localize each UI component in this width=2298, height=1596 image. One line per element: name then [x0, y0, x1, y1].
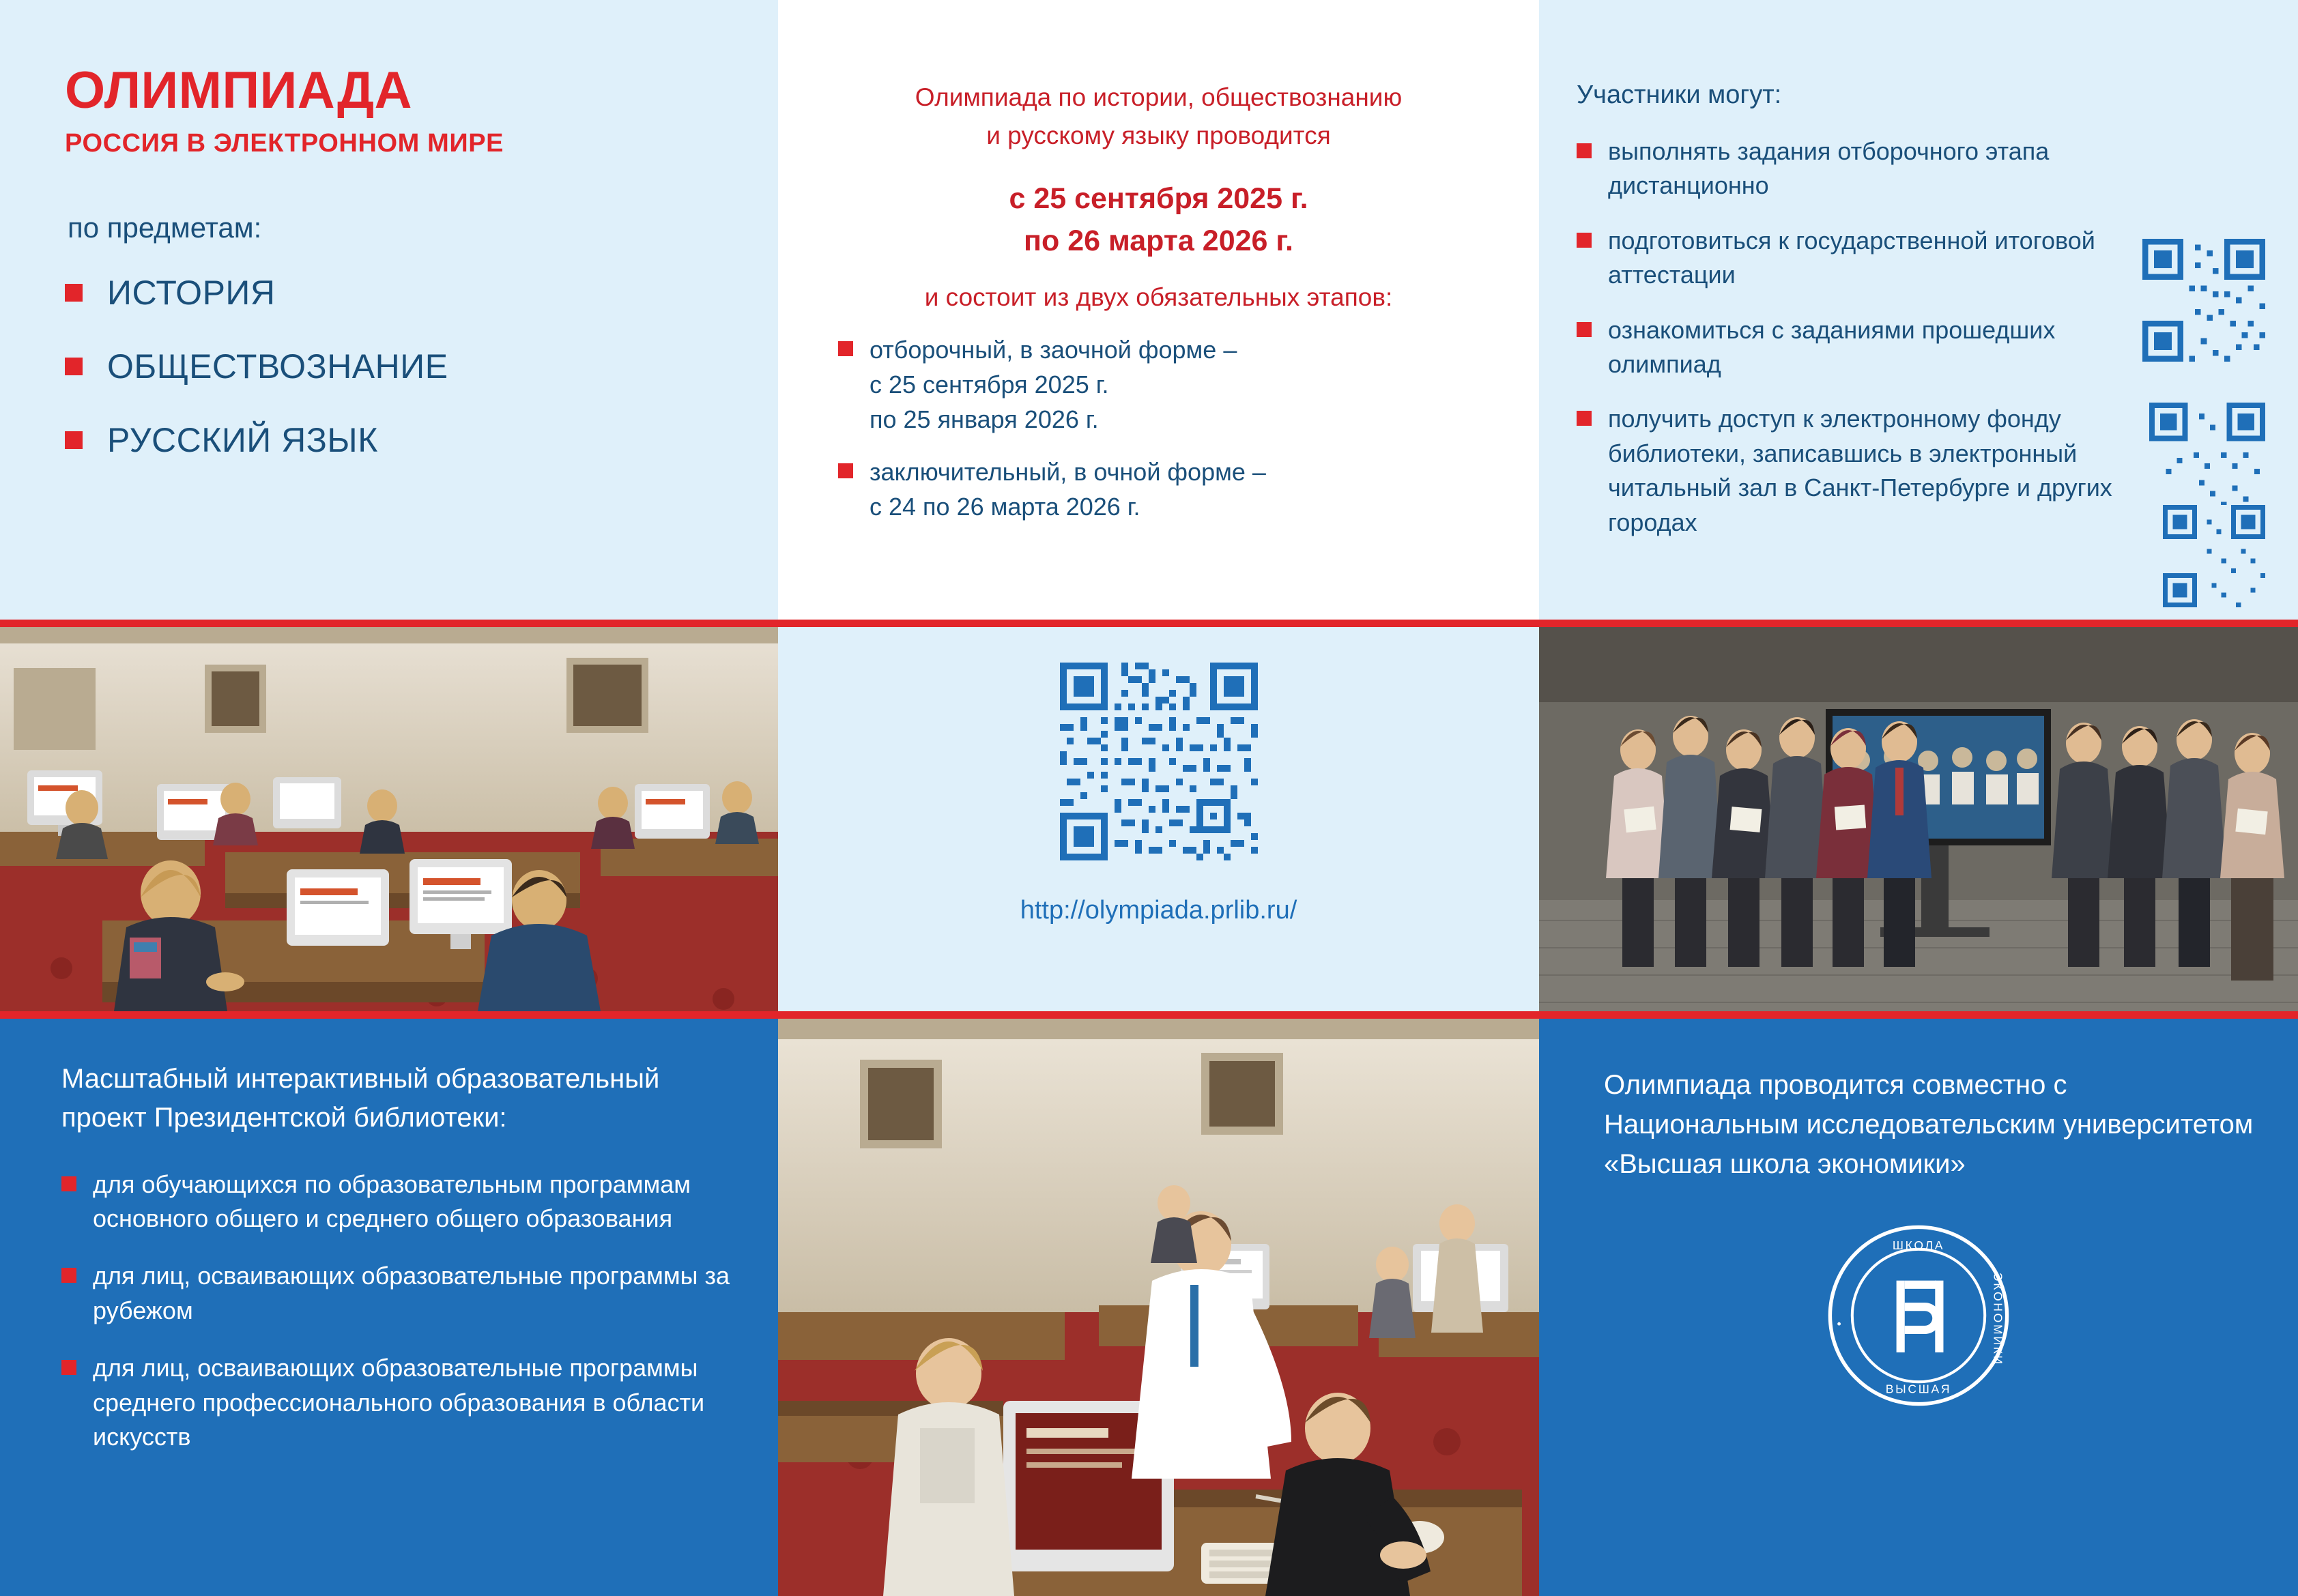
bullet-square-icon	[61, 1176, 76, 1191]
schedule-intro-line-1: Олимпиада по истории, обществознанию	[915, 83, 1403, 111]
library-reading-room-photo	[0, 627, 778, 1011]
bullet-square-icon	[65, 358, 83, 375]
stage-date-from: с 24 по 26 марта 2026 г.	[870, 493, 1140, 521]
participant-benefit: выполнять задания отборочного этапа дистанционно	[1608, 137, 2050, 200]
date-from: с 25 сентября 2025 г.	[1009, 182, 1308, 215]
bullet-square-icon	[65, 284, 83, 302]
bullet-square-icon	[61, 1360, 76, 1375]
top-band	[0, 0, 2298, 620]
stage-block	[870, 332, 1237, 437]
svg-text:ВЫСШАЯ: ВЫСШАЯ	[1885, 1382, 1952, 1396]
audience-list	[61, 1167, 737, 1455]
list-item	[61, 1167, 737, 1236]
subject-list	[65, 273, 730, 460]
stage-title: отборочный, в заочной форме –	[870, 335, 1237, 364]
svg-text:•: •	[1832, 1320, 1846, 1326]
stages-intro: и состоит из двух обязательных этапов:	[924, 282, 1393, 311]
list-item	[1577, 134, 2264, 203]
list-item	[65, 273, 730, 313]
title-column	[0, 0, 778, 620]
award-ceremony-photo	[1539, 627, 2298, 1011]
partner-panel	[1539, 1019, 2298, 1596]
divider-red-top	[0, 620, 2298, 627]
partner-text: Олимпиада проводится совместно с Национальным исследовательским университетом «Высшая школа экономики»	[1604, 1070, 2254, 1179]
qr-code-icon[interactable]	[2149, 403, 2265, 519]
stage-title: заключительный, в очной форме –	[870, 458, 1266, 487]
date-to: по 26 марта 2026 г.	[1024, 224, 1293, 258]
list-item	[61, 1259, 737, 1328]
page-subtitle: РОССИЯ В ЭЛЕКТРОННОМ МИРЕ	[65, 129, 504, 158]
hse-logo	[1826, 1223, 2011, 1408]
olympiad-url[interactable]: http://olympiada.prlib.ru/	[1020, 896, 1297, 925]
list-item	[838, 332, 1498, 437]
bullet-square-icon	[65, 431, 83, 449]
bullet-square-icon	[61, 1268, 76, 1283]
middle-band	[0, 627, 2298, 1011]
audience-item: для лиц, осваивающих образовательные программы среднего профессионального образования в области искусств	[93, 1354, 705, 1451]
divider-red-bottom	[0, 1011, 2298, 1019]
participants-column	[1539, 0, 2298, 620]
list-item	[838, 454, 1498, 524]
schedule-column	[778, 0, 1539, 620]
bullet-square-icon	[838, 341, 853, 356]
subject-label: РУССКИЙ ЯЗЫК	[107, 421, 378, 459]
project-description-panel	[0, 1019, 778, 1596]
qr-code-icon[interactable]	[2142, 239, 2265, 362]
qr-code-icon[interactable]	[1060, 663, 1258, 860]
stage-date-to: по 25 января 2026 г.	[870, 405, 1099, 433]
participant-benefit: ознакомиться с заданиями прошедших олимпиад	[1608, 315, 2056, 378]
subject-label: ОБЩЕСТВОЗНАНИЕ	[107, 347, 448, 386]
stage-block	[870, 454, 1266, 524]
page-title: ОЛИМПИАДА	[65, 61, 412, 119]
schedule-intro-line-2: и русскому языку проводится	[986, 121, 1331, 149]
bottom-band	[0, 1019, 2298, 1596]
audience-item: для лиц, осваивающих образовательные программы за рубежом	[93, 1262, 730, 1324]
bullet-square-icon	[838, 463, 853, 478]
stage-list	[819, 332, 1498, 525]
bullet-square-icon	[1577, 233, 1592, 248]
bullet-square-icon	[1577, 411, 1592, 426]
bullet-square-icon	[1577, 322, 1592, 337]
bullet-square-icon	[1577, 143, 1592, 158]
qr-code-icon[interactable]	[2163, 505, 2265, 607]
qr-panel	[778, 627, 1539, 1011]
participant-benefit: подготовиться к государственной итоговой аттестации	[1608, 226, 2095, 289]
svg-text:ЭКОНОМИКИ: ЭКОНОМИКИ	[1991, 1272, 2005, 1366]
participants-heading: Участники могут:	[1577, 81, 1782, 109]
svg-text:ШКОЛА: ШКОЛА	[1892, 1238, 1945, 1252]
list-item	[65, 420, 730, 460]
project-heading: Масштабный интерактивный образовательный проект Президентской библиотеки:	[61, 1064, 660, 1133]
participant-benefit: получить доступ к электронному фонду библиотеки, записавшись в электронный читальный зал в Санкт-Петербурге и других городах	[1608, 405, 2112, 536]
subject-label: ИСТОРИЯ	[107, 274, 276, 312]
subjects-label: по предметам:	[68, 212, 262, 244]
students-at-computers-photo	[778, 1019, 1539, 1596]
schedule-dates	[819, 177, 1498, 263]
stage-date-from: с 25 сентября 2025 г.	[870, 370, 1109, 398]
audience-item: для обучающихся по образовательным программам основного общего и среднего общего образования	[93, 1170, 691, 1232]
list-item	[61, 1351, 737, 1454]
list-item	[65, 347, 730, 386]
